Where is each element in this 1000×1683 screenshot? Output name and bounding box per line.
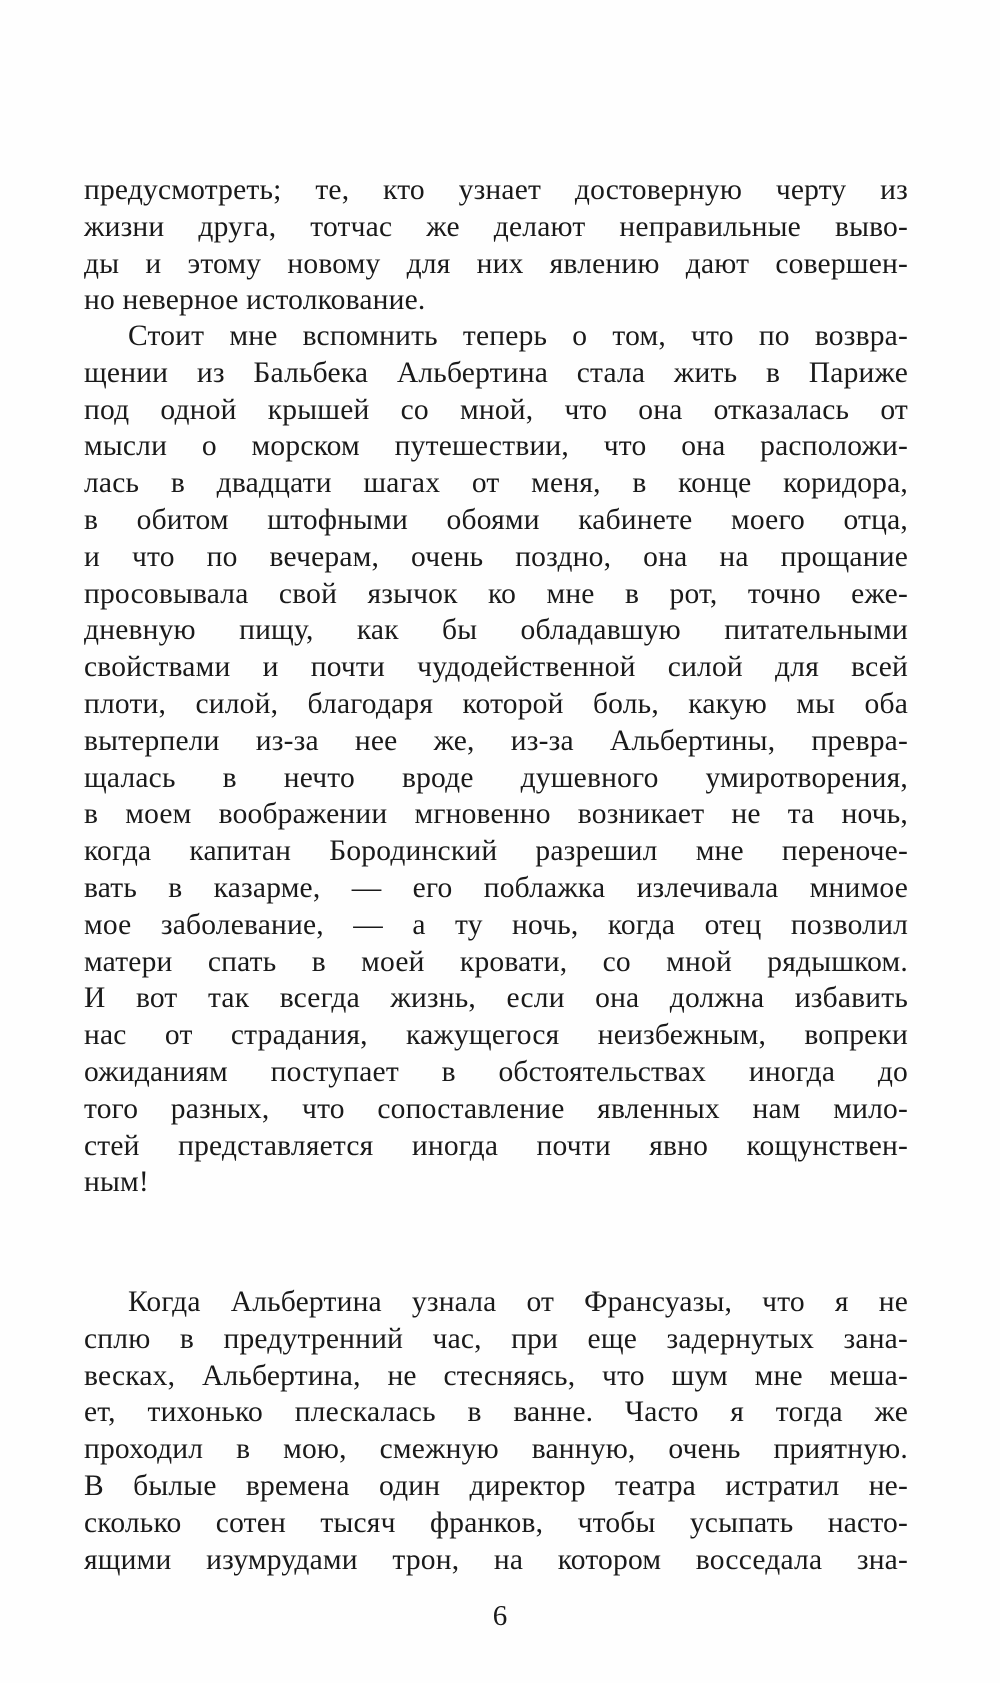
text-line: И вот так всегда жизнь, если она должна избавить xyxy=(84,982,908,1015)
text-line: просовывала свой язычок ко мне в рот, точно еже- xyxy=(84,577,908,610)
text-line: ным! xyxy=(84,1166,149,1199)
text-line: вытерпели из-за нее же, из-за Альбертины, превра- xyxy=(84,724,908,757)
paragraph-2 xyxy=(84,318,908,1201)
text-line: дневную пищу, как бы обладавшую питательными xyxy=(84,614,908,647)
text-line: нас от страдания, кажущегося неизбежным, вопреки xyxy=(84,1019,908,1052)
text-line: того разных, что сопоставление явленных нам мило- xyxy=(84,1092,908,1125)
text-line: под одной крышей со мной, что она отказалась от xyxy=(84,393,908,426)
text-line: плоти, силой, благодаря которой боль, какую мы оба xyxy=(84,687,908,720)
text-line: мое заболевание, — а ту ночь, когда отец позволил xyxy=(84,908,908,941)
text-line: вать в казарме, — его поблажка излечивала мнимое xyxy=(84,871,908,904)
paragraph-1 xyxy=(84,172,908,319)
text-line: стей представляется иногда почти явно кощунствен- xyxy=(84,1129,908,1162)
text-line: лась в двадцати шагах от меня, в конце коридора, xyxy=(84,467,908,500)
text-line: сплю в предутренний час, при еще задернутых зана- xyxy=(84,1322,908,1355)
text-line: жизни друга, тотчас же делают неправильные выво- xyxy=(84,210,908,243)
text-line: в обитом штофными обоями кабинете моего отца, xyxy=(84,503,908,536)
page-number: 6 xyxy=(492,1600,508,1632)
text-line: Стоит мне вспомнить теперь о том, что по возвра- xyxy=(128,320,908,352)
text-line: предусмотреть; те, кто узнает достоверную черту из xyxy=(84,174,908,206)
text-line: сколько сотен тысяч франков, чтобы усыпать насто- xyxy=(84,1506,908,1539)
text-line: весках, Альбертина, не стесняясь, что шум мне меша- xyxy=(84,1359,908,1392)
text-line: В былые времена один директор театра истратил не- xyxy=(84,1469,908,1502)
text-line: и что по вечерам, очень поздно, она на прощание xyxy=(84,540,908,573)
paragraph-3 xyxy=(84,1284,908,1578)
text-line: когда капитан Бородинский разрешил мне переночe- xyxy=(84,835,908,868)
text-line: Когда Альбертина узнала от Франсуазы, что я не xyxy=(128,1286,908,1318)
text-line: проходил в мою, смежную ванную, очень приятную. xyxy=(84,1433,908,1466)
text-line: ды и этому новому для них явлению дают совершен- xyxy=(84,247,908,280)
text-line: в моем воображении мгновенно возникает не та ночь, xyxy=(84,798,908,831)
text-line: мысли о морском путешествии, что она расположи- xyxy=(84,430,908,463)
text-line: но неверное истолкование. xyxy=(84,284,426,317)
text-line: свойствами и почти чудодейственной силой для всей xyxy=(84,651,908,684)
text-line: ет, тихонько плескалась в ванне. Часто я тогда же xyxy=(84,1396,908,1429)
text-line: щении из Бальбека Альбертина стала жить в Париже xyxy=(84,356,908,389)
text-line: щалась в нечто вроде душевного умиротворения, xyxy=(84,761,908,794)
text-line: ящими изумрудами трон, на котором восседала зна- xyxy=(84,1543,908,1576)
text-line: матери спать в моей кровати, со мной рядышком. xyxy=(84,945,908,978)
text-line: ожиданиям поступает в обстоятельствах иногда до xyxy=(84,1055,908,1088)
